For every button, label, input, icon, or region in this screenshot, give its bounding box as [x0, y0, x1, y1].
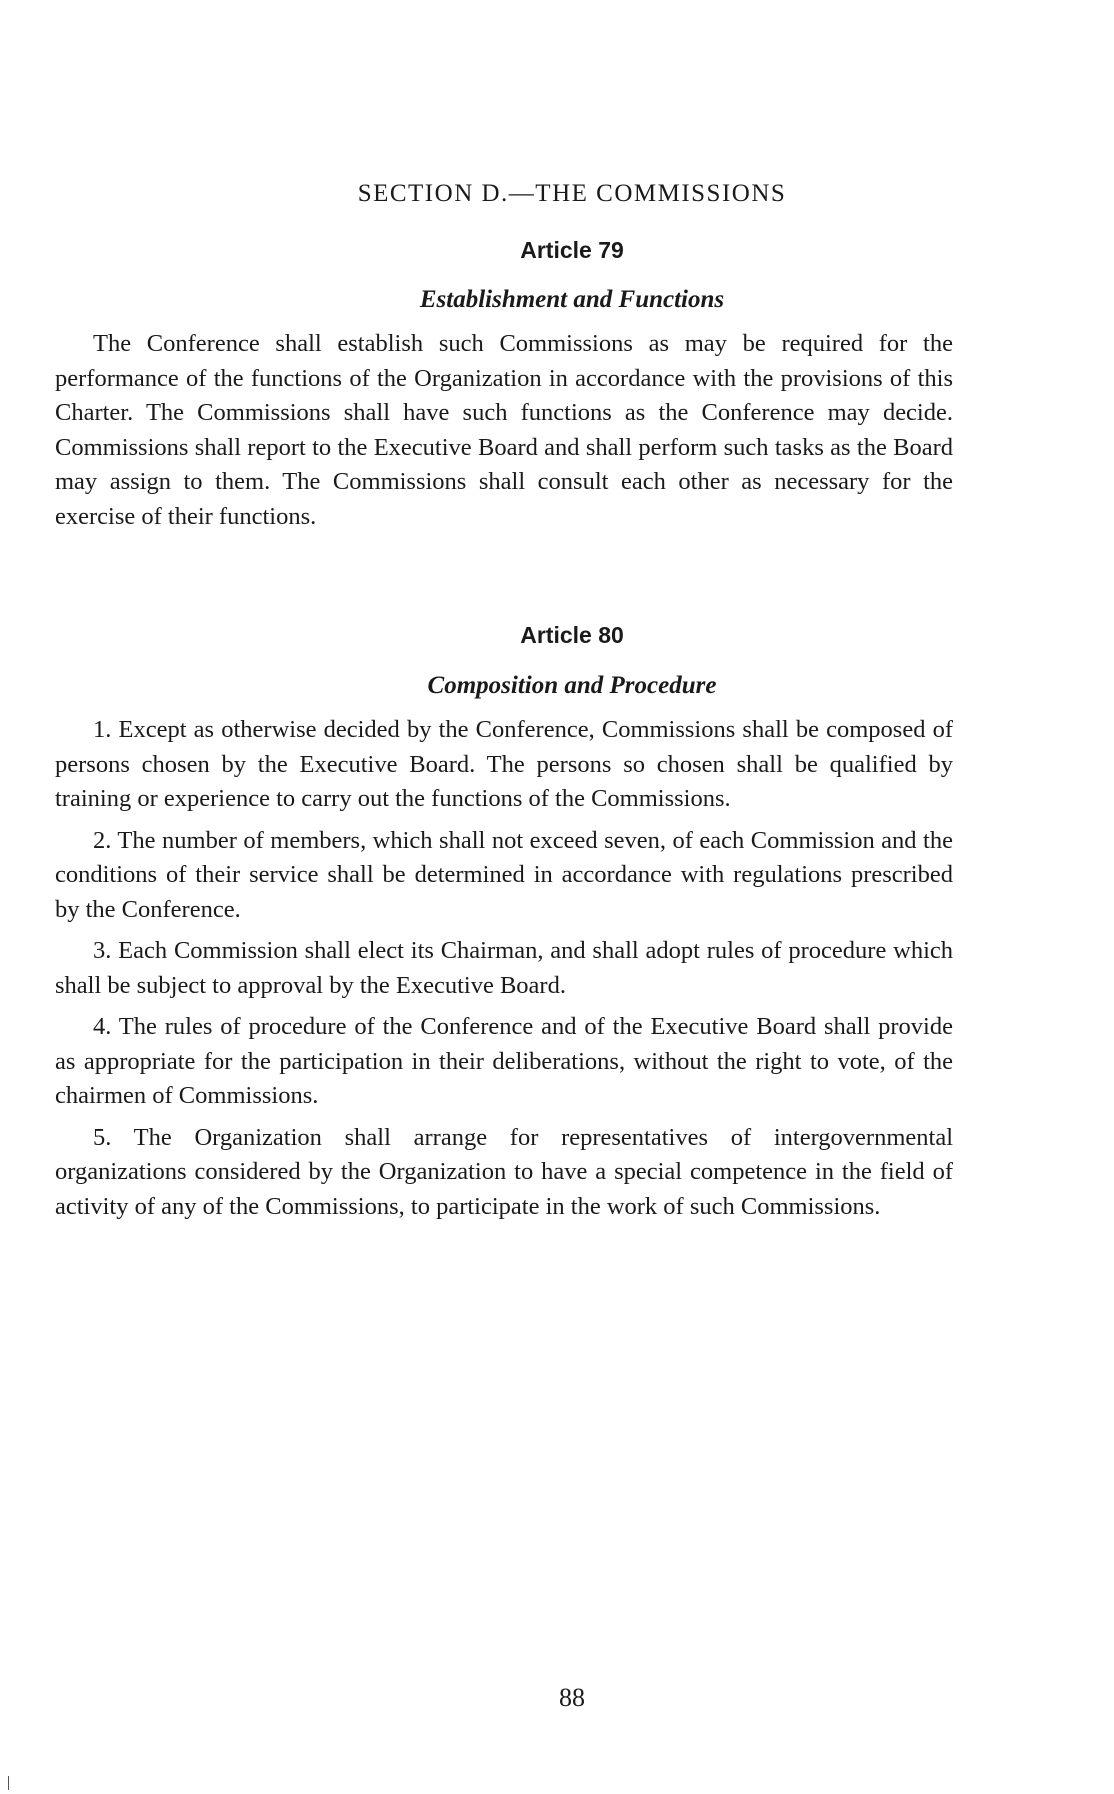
- article-80-title: Article 80: [520, 622, 624, 648]
- article-79-paragraph: The Conference shall establish such Commissions as may be required for the performance of the functions of the Organization in accordance with the provisions of this Charter. The Commissions shall have such functions as the Conference may decide. Commissions shall report to the Executive Board and shall perform such tasks as the Board may assign to them. The Commissions shall consult each other as necessary for the exercise of their functions.: [55, 330, 953, 530]
- article-79-title: Article 79: [520, 237, 624, 263]
- article-80-paragraph-4: 4. The rules of procedure of the Conference and of the Executive Board shall provide as appropriate for the participation in their deliberations, without the right to vote, of the chairmen of Commissions.: [55, 1013, 953, 1109]
- article-80-paragraph-2: 2. The number of members, which shall not exceed seven, of each Commission and the conditions of their service shall be determined in accordance with regulations prescribed by the Conference.: [55, 826, 953, 923]
- article-80-paragraph-5: 5. The Organization shall arrange for representatives of intergovernmental organizations considered by the Organization to have a special competence in the field of activity of any of the Commissions, to participate in the work of such Commissions.: [55, 1123, 953, 1220]
- article-80-body: [55, 713, 953, 1224]
- article-79-subtitle: Establishment and Functions: [419, 286, 725, 313]
- margin-mark: [8, 1776, 9, 1790]
- section-heading: SECTION D.—THE COMMISSIONS: [357, 180, 787, 207]
- article-80-paragraph-3: 3. Each Commission shall elect its Chairman, and shall adopt rules of procedure which shall be subject to approval by the Executive Board.: [55, 937, 953, 999]
- page-number: 88: [559, 1683, 585, 1712]
- article-80-paragraph-1: 1. Except as otherwise decided by the Conference, Commissions shall be composed of persons chosen by the Executive Board. The persons so chosen shall be qualified by training or experience to carry out the functions of the Commissions.: [55, 716, 953, 812]
- article-79-body: [55, 327, 953, 534]
- article-80-subtitle: Composition and Procedure: [427, 672, 717, 699]
